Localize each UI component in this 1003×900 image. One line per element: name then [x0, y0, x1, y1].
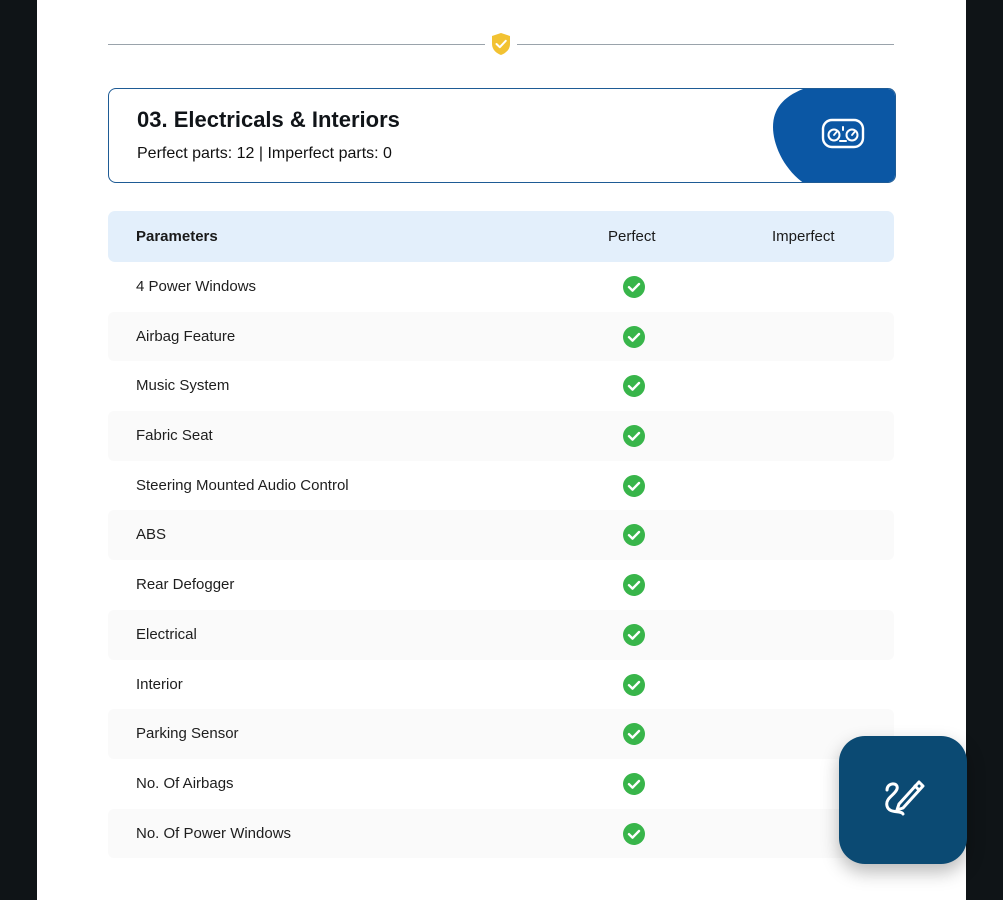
divider-left [108, 44, 485, 45]
table-row [108, 262, 894, 312]
table-row [108, 610, 894, 660]
table-row [108, 709, 894, 759]
header-perfect: Perfect [608, 228, 656, 245]
table-row [108, 510, 894, 560]
table-row [108, 461, 894, 511]
table-row [108, 660, 894, 710]
edit-fab-button[interactable] [839, 736, 967, 864]
table-row [108, 312, 894, 362]
table-row [108, 361, 894, 411]
check-circle-icon [623, 475, 645, 497]
dashboard-icon [821, 117, 865, 151]
table-row [108, 759, 894, 809]
parameter-name: Airbag Feature [136, 327, 236, 345]
divider-right [517, 44, 894, 45]
parameter-name: Rear Defogger [136, 576, 235, 594]
parameter-name: Interior [136, 675, 183, 693]
shield-check-icon [490, 32, 512, 56]
section-card [108, 88, 896, 183]
check-circle-icon [623, 425, 645, 447]
parameter-name: Parking Sensor [136, 725, 239, 743]
table-row [108, 809, 894, 859]
parameter-name: Steering Mounted Audio Control [136, 476, 349, 494]
parameter-name: ABS [136, 526, 167, 544]
section-title: 03. Electricals & Interiors [137, 107, 400, 132]
report-sheet [37, 0, 966, 900]
check-circle-icon [623, 624, 645, 646]
section-summary: Perfect parts: 12 | Imperfect parts: 0 [137, 145, 392, 162]
table-body [108, 262, 894, 858]
check-circle-icon [623, 326, 645, 348]
parameter-name: No. Of Airbags [136, 774, 234, 792]
edit-pen-icon [879, 776, 927, 824]
parameter-name: Electrical [136, 625, 197, 643]
check-circle-icon [623, 276, 645, 298]
check-circle-icon [623, 375, 645, 397]
check-circle-icon [623, 674, 645, 696]
table-row [108, 560, 894, 610]
check-circle-icon [623, 773, 645, 795]
header-imperfect: Imperfect [772, 228, 835, 245]
table-header [108, 211, 894, 262]
check-circle-icon [623, 823, 645, 845]
parameter-name: Fabric Seat [136, 427, 213, 445]
check-circle-icon [623, 723, 645, 745]
parameters-table [108, 211, 894, 858]
parameter-name: No. Of Power Windows [136, 824, 292, 842]
parameter-name: 4 Power Windows [136, 278, 257, 295]
check-circle-icon [623, 524, 645, 546]
header-parameters: Parameters [136, 228, 218, 245]
parameter-name: Music System [136, 377, 230, 395]
check-circle-icon [623, 574, 645, 596]
table-row [108, 411, 894, 461]
